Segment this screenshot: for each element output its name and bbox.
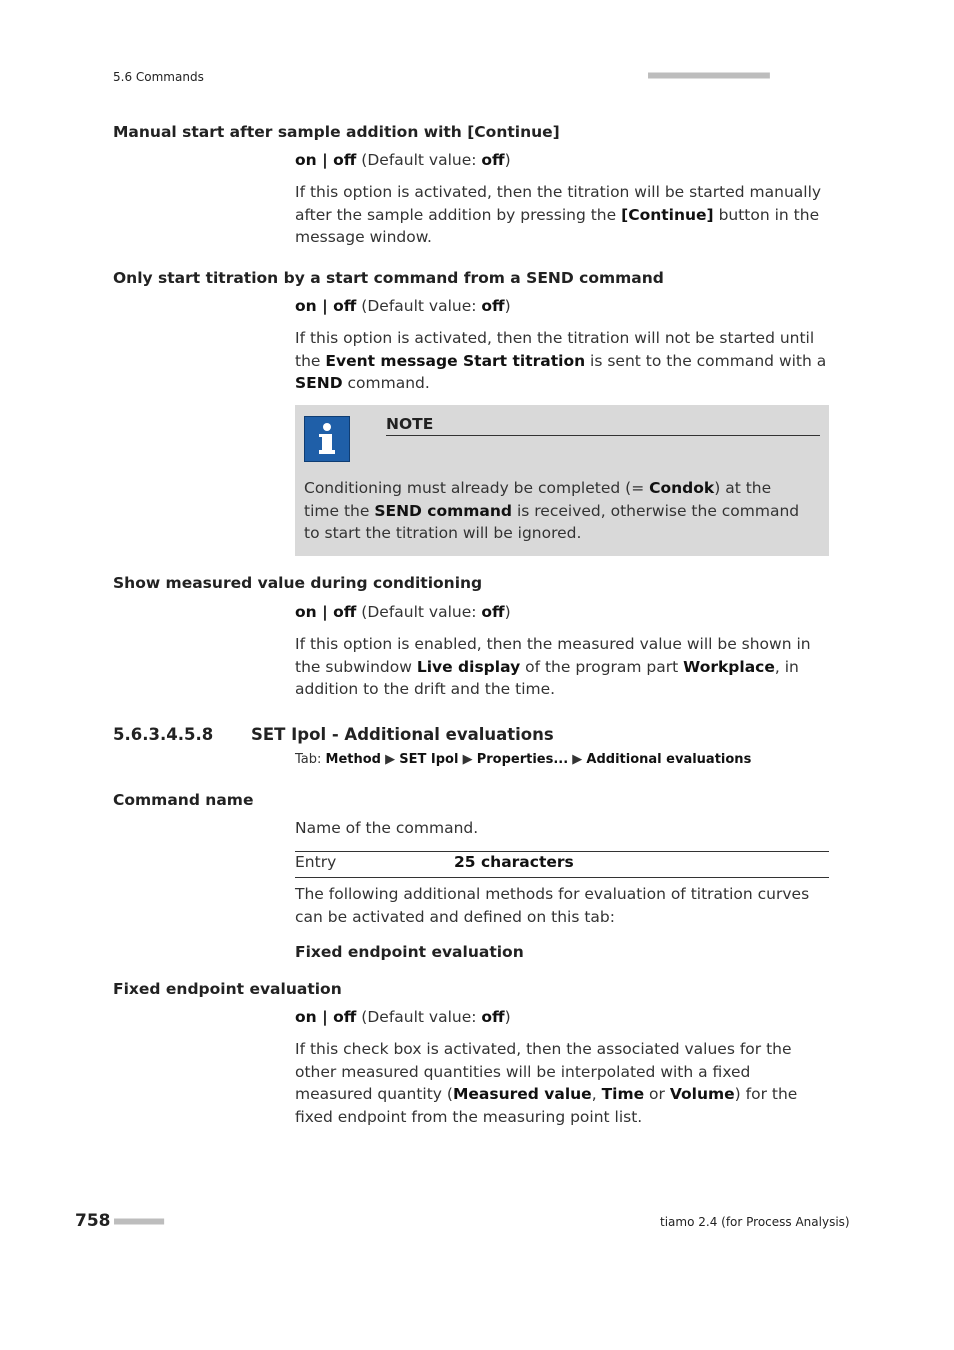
- paragraph-fixed-endpoint: If this check box is activated, then the associated values for the other measured quantities will be interpolated with a fixed measured quantity (Measured value, Time or Volume) for the fixed endpoint from the measuring point list.: [295, 1040, 798, 1126]
- note-text: Conditioning must already be completed (= Condok) at the time the SEND command is received, otherwise the command to start the titration will be ignored.: [304, 479, 800, 542]
- note-box: [295, 405, 829, 556]
- paragraph-only-start: If this option is activated, then the titration will not be started until the Event message Start titration is sent to the command with a SEND command.: [295, 329, 827, 392]
- entry-value: 25 characters: [454, 853, 574, 871]
- command-name-description: Name of the command.: [295, 819, 479, 837]
- option-values-manual-start: on | off (Default value: off): [295, 151, 511, 169]
- paragraph-manual-start: If this option is activated, then the titration will be started manually after the sample addition by pressing the [Continue] button in the message window.: [295, 183, 822, 246]
- entry-table: [295, 851, 829, 878]
- info-icon: [304, 416, 350, 462]
- heading-manual-start: Manual start after sample addition with [Continue]: [113, 123, 560, 141]
- additional-methods-text: The following additional methods for evaluation of titration curves can be activated and defined on this tab:: [295, 885, 810, 926]
- section-number: 5.6.3.4.5.8: [113, 725, 214, 744]
- heading-fixed-endpoint: Fixed endpoint evaluation: [113, 980, 342, 998]
- section-title: SET Ipol - Additional evaluations: [251, 725, 554, 744]
- entry-label: Entry: [295, 853, 337, 871]
- footer-dots: ■■■■■■■■■: [114, 1216, 164, 1227]
- page-number: 758: [75, 1211, 111, 1231]
- footer-product: tiamo 2.4 (for Process Analysis): [660, 1215, 850, 1229]
- paragraph-show-measured: If this option is enabled, then the measured value will be shown in the subwindow Live display of the program part Workplace, in addition to the drift and the time.: [295, 635, 811, 698]
- heading-show-measured: Show measured value during conditioning: [113, 574, 483, 592]
- heading-only-start: Only start titration by a start command from a SEND command: [113, 269, 664, 287]
- option-values-only-start: on | off (Default value: off): [295, 297, 511, 315]
- header-dots: ■■■■■■■■■■■■■■■■■■■■■■: [648, 70, 770, 81]
- fixed-endpoint-link[interactable]: Fixed endpoint evaluation: [295, 943, 524, 961]
- heading-command-name: Command name: [113, 791, 254, 809]
- note-title: NOTE: [386, 415, 820, 436]
- option-values-fixed-endpoint: on | off (Default value: off): [295, 1008, 511, 1026]
- tab-breadcrumb: Tab: Method ▶ SET Ipol ▶ Properties... ▶ Additional evaluations: [295, 752, 752, 767]
- option-values-show-measured: on | off (Default value: off): [295, 603, 511, 621]
- info-glyph: [314, 422, 340, 456]
- running-header-section: 5.6 Commands: [113, 70, 204, 84]
